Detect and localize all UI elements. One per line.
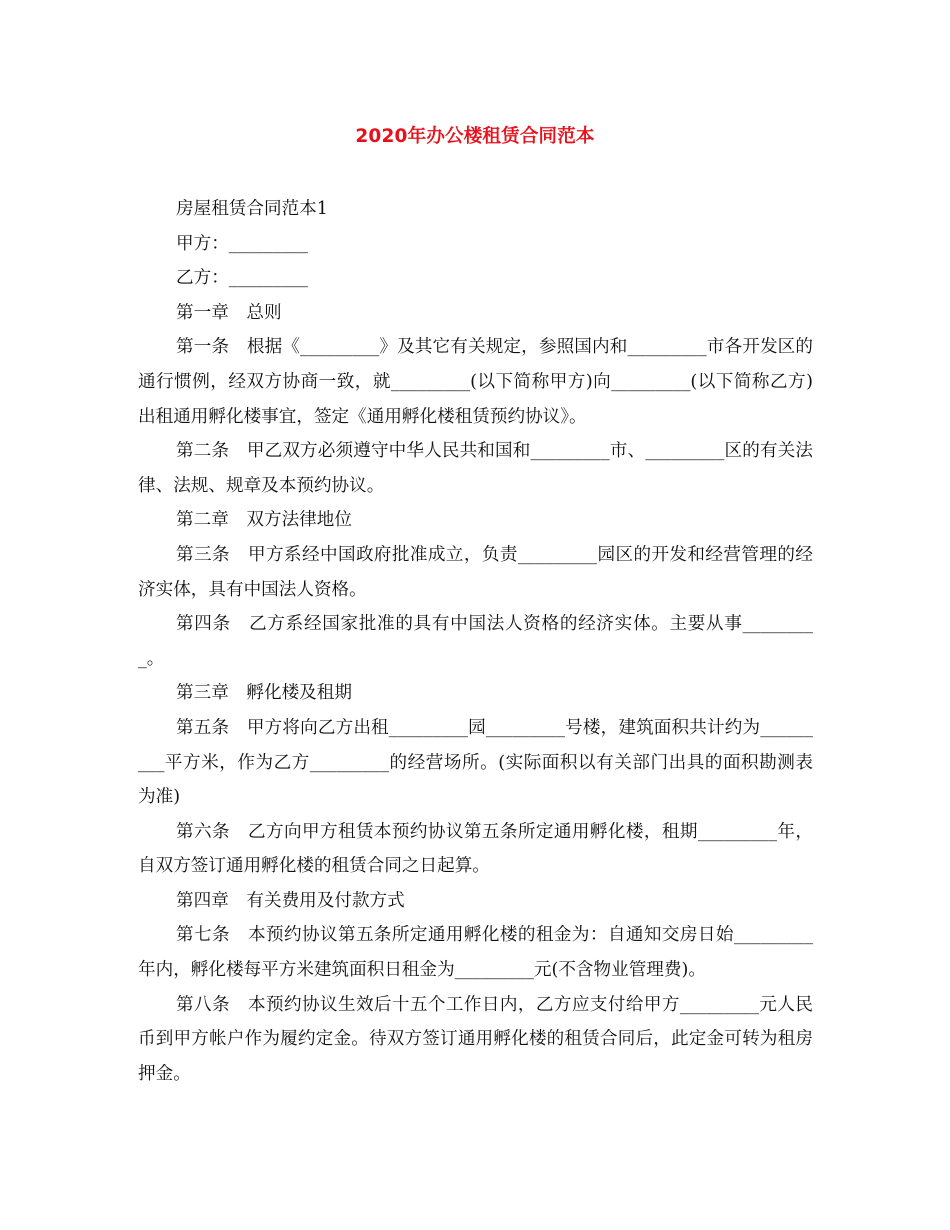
article-4: 第四条 乙方系经国家批准的具有中国法人资格的经济实体。主要从事_________。 [138, 614, 813, 669]
chapter-4-heading: 第四章 有关费用及付款方式 [176, 890, 405, 911]
party-b-line: 乙方：_________ [176, 268, 308, 289]
article-5: 第五条 甲方将向乙方出租_________园_________号楼，建筑面积共计约为_________平方米，作为乙方_________的经营场所。(实际面积以有关部门出具的面积勘测表为准) [138, 717, 813, 808]
article-8: 第八条 本预约协议生效后十五个工作日内，乙方应支付给甲方_________元人民币到甲方帐户作为履约定金。待双方签订通用孵化楼的租赁合同后，此定金可转为租房押金。 [138, 994, 813, 1084]
document-body [138, 192, 813, 1091]
article-7: 第七条 本预约协议第五条所定通用孵化楼的租金为：自通知交房日始_________年内，孵化楼每平方米建筑面积日租金为_________元(不含物业管理费)。 [138, 925, 813, 981]
chapter-1-heading: 第一章 总则 [176, 302, 282, 323]
article-3: 第三条 甲方系经中国政府批准成立，负责_________园区的开发和经营管理的经济实体，具有中国法人资格。 [138, 544, 813, 600]
chapter-3-heading: 第三章 孵化楼及租期 [176, 683, 352, 704]
paragraph-heading: 房屋租赁合同范本1 [176, 199, 328, 219]
document-title: 2020年办公楼租赁合同范本 [355, 126, 595, 147]
party-a-line: 甲方：_________ [176, 233, 308, 254]
article-1: 第一条 根据《_________》及其它有关规定，参照国内和_________市各开发区的通行惯例，经双方协商一致，就_________(以下简称甲方)向_________(以下简称乙方)出租通用孵化楼事宜，签定《通用孵化楼租赁预约协议》。 [138, 337, 813, 427]
chapter-2-heading: 第二章 双方法律地位 [176, 510, 352, 531]
article-6: 第六条 乙方向甲方租赁本预约协议第五条所定通用孵化楼，租期_________年，自双方签订通用孵化楼的租赁合同之日起算。 [138, 821, 813, 877]
article-2: 第二条 甲乙双方必须遵守中华人民共和国和_________市、_________区的有关法律、法规、规章及本预约协议。 [138, 441, 813, 496]
